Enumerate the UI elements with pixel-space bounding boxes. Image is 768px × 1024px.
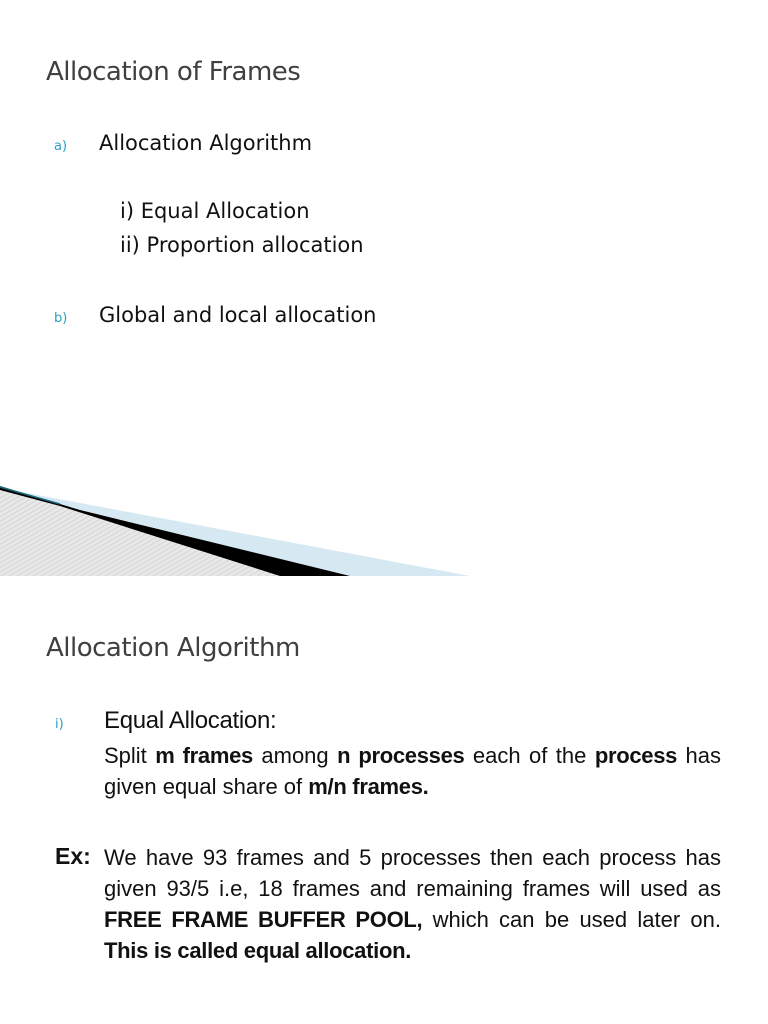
text: which can be used later on. <box>422 907 721 932</box>
text: Split <box>104 743 156 768</box>
text-bold: n processes <box>337 743 465 768</box>
text: has given equal share of <box>104 743 721 799</box>
text-bold: process <box>594 743 678 768</box>
text: We have 93 frames and 5 processes then each process has given 93/5 i.e, 18 frames and remaining frames will used as <box>104 845 721 901</box>
bullet-i: i) <box>55 717 64 732</box>
paragraph-example <box>104 842 721 966</box>
item-allocation-algorithm: Allocation Algorithm <box>99 131 313 155</box>
bullet-a: a) <box>54 139 68 154</box>
item-proportion-allocation: ii) Proportion allocation <box>120 233 364 257</box>
slide-title: Allocation of Frames <box>46 57 301 87</box>
item-global-local: Global and local allocation <box>99 303 377 327</box>
paragraph-definition <box>104 740 721 802</box>
item-equal-allocation: i) Equal Allocation <box>120 199 310 223</box>
decorative-swoosh <box>0 470 470 576</box>
text: among <box>252 743 338 768</box>
text-bold: m/n frames. <box>308 774 429 799</box>
subheading-equal-allocation: Equal Allocation: <box>104 707 277 734</box>
text: each of the <box>464 743 595 768</box>
text-bold: FREE FRAME BUFFER POOL, <box>104 907 423 932</box>
text-bold: This is called equal allocation. <box>104 938 412 963</box>
example-label: Ex: <box>55 843 91 869</box>
slide-title: Allocation Algorithm <box>46 633 300 663</box>
text-bold: m frames <box>155 743 253 768</box>
bullet-b: b) <box>54 311 68 326</box>
slide-2 <box>0 576 768 1024</box>
